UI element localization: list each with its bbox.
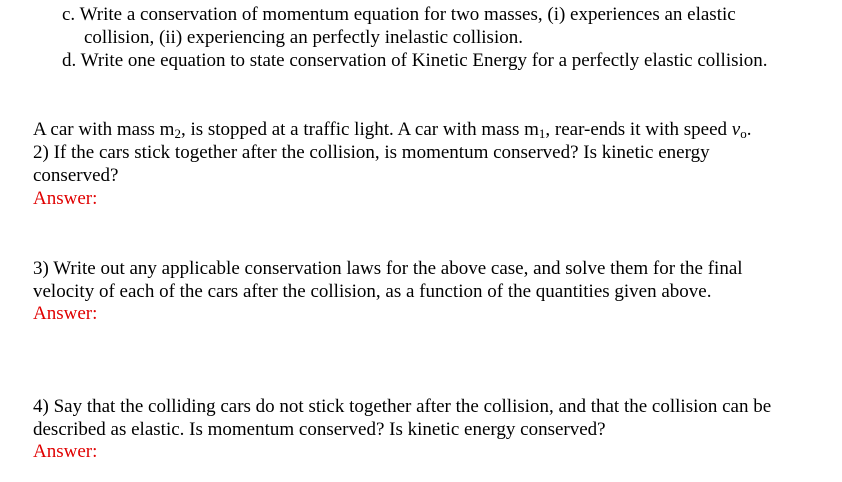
question-4-answer-label: Answer: <box>33 441 98 462</box>
question-3-line-2: velocity of each of the cars after the collision, as a function of the quantities given above. <box>33 281 712 302</box>
question-c-line-1: c. Write a conservation of momentum equation for two masses, (i) experiences an elastic <box>62 4 736 25</box>
scenario-part-4: . <box>746 119 752 140</box>
mass-2-subscript: 2 <box>174 126 181 141</box>
question-2-line-2: conserved? <box>33 165 119 186</box>
question-4-line-2: described as elastic. Is momentum conserved? Is kinetic energy conserved? <box>33 419 606 440</box>
scenario-text <box>33 119 751 141</box>
speed-subscript: o <box>740 126 747 141</box>
mass-1-subscript: 1 <box>538 126 546 141</box>
scenario-part-3: , rear-ends it with speed <box>545 119 732 140</box>
question-4-line-1: 4) Say that the colliding cars do not stick together after the collision, and that the collision can be <box>33 396 772 417</box>
question-2-answer-label: Answer: <box>33 188 98 209</box>
question-d-line-1: d. Write one equation to state conservation of Kinetic Energy for a perfectly elastic collision. <box>62 50 768 71</box>
question-2-line-1: 2) If the cars stick together after the collision, is momentum conserved? Is kinetic energy <box>33 142 710 163</box>
speed-symbol: v <box>731 119 741 140</box>
question-3-line-1: 3) Write out any applicable conservation laws for the above case, and solve them for the final <box>33 258 743 279</box>
question-c-line-2: collision, (ii) experiencing an perfectly inelastic collision. <box>84 27 523 48</box>
question-3-answer-label: Answer: <box>33 303 98 324</box>
scenario-part-1: A car with mass m <box>33 119 175 140</box>
scenario-part-2: , is stopped at a traffic light. A car with mass m <box>180 119 539 140</box>
